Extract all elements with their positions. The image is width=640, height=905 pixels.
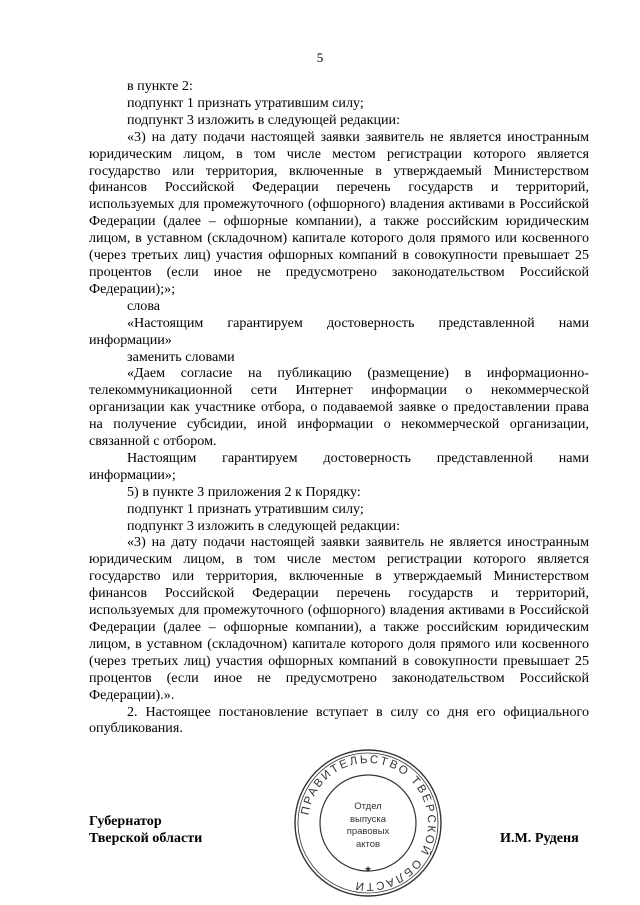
paragraph: подпункт 1 признать утратившим силу; <box>127 94 364 111</box>
paragraph: в пункте 2: <box>127 78 193 94</box>
stamp-center-text: Отдел выпуска правовых актов <box>346 801 390 850</box>
paragraph: подпункт 3 изложить в следующей редакции: <box>127 111 401 128</box>
paragraph: 2. Настоящее постановление вступает в силу со дня его официального опубликования. <box>89 703 589 737</box>
signatory-title-line2: Тверской области <box>89 829 203 846</box>
paragraph: подпункт 3 изложить в следующей редакции: <box>127 517 401 534</box>
paragraph: «3) на дату подачи настоящей заявки заявитель не является иностранным юридическим лицом, в том числе местом регистрации которого является государство или территория, включенные в утверждаемый Министерством финансов Российской Федерации перечень государств и территорий, используемых для промежуточного (офшорного) владения активами в Российской Федерации (далее – офшорные компании), а также российским юридическим лицом, в уставном (складочном) капитале которого доля прямого или косвенного (через третьих лиц) участия офшорных компаний в совокупности превышает 25 процентов (если иное не предусмотрено законодательством Российской Федерации).». <box>89 534 589 703</box>
stamp-star-icon: ★ <box>363 864 373 874</box>
paragraph: «3) на дату подачи настоящей заявки заявитель не является иностранным юридическим лицом, в том числе местом регистрации которого является государство или территория, включенные в утверждаемый Министерством финансов Российской Федерации перечень государств и территорий, используемых для промежуточного (офшорного) владения активами в Российской Федерации (далее – офшорные компании), а также российским юридическим лицом, в уставном (складочном) капитале которого доля прямого или косвенного (через третьих лиц) участия офшорных компаний в совокупности превышает 25 процентов (если иное не предусмотрено законодательством Российской Федерации);»; <box>89 128 589 297</box>
paragraph: слова <box>127 297 161 314</box>
signatory-title-line1: Губернатор <box>89 813 162 829</box>
paragraph: Настоящим гарантируем достоверность представленной нами информации»; <box>89 449 589 483</box>
page-number: 5 <box>316 50 324 65</box>
paragraph: 5) в пункте 3 приложения 2 к Порядку: <box>127 483 361 500</box>
document-body <box>89 78 589 737</box>
signatory-name: И.М. Руденя <box>500 830 579 846</box>
signatory-title <box>89 813 202 847</box>
paragraph: подпункт 1 признать утратившим силу; <box>127 500 364 517</box>
paragraph: «Даем согласие на публикацию (размещение) в информационно-телекоммуникационной сети Интернет информации о некоммерческой организации как участнике отбора, о подаваемой заявке о предоставлении права на получение субсидии, иной информации о некоммерческой организации, связанной с отбором. <box>89 365 589 450</box>
paragraph: «Настоящим гарантируем достоверность представленной нами информации» <box>89 314 589 348</box>
stamp-ring-text: ПРАВИТЕЛЬСТВО ТВЕРСКОЙ ОБЛАСТИ <box>299 753 438 893</box>
paragraph: заменить словами <box>127 348 235 365</box>
